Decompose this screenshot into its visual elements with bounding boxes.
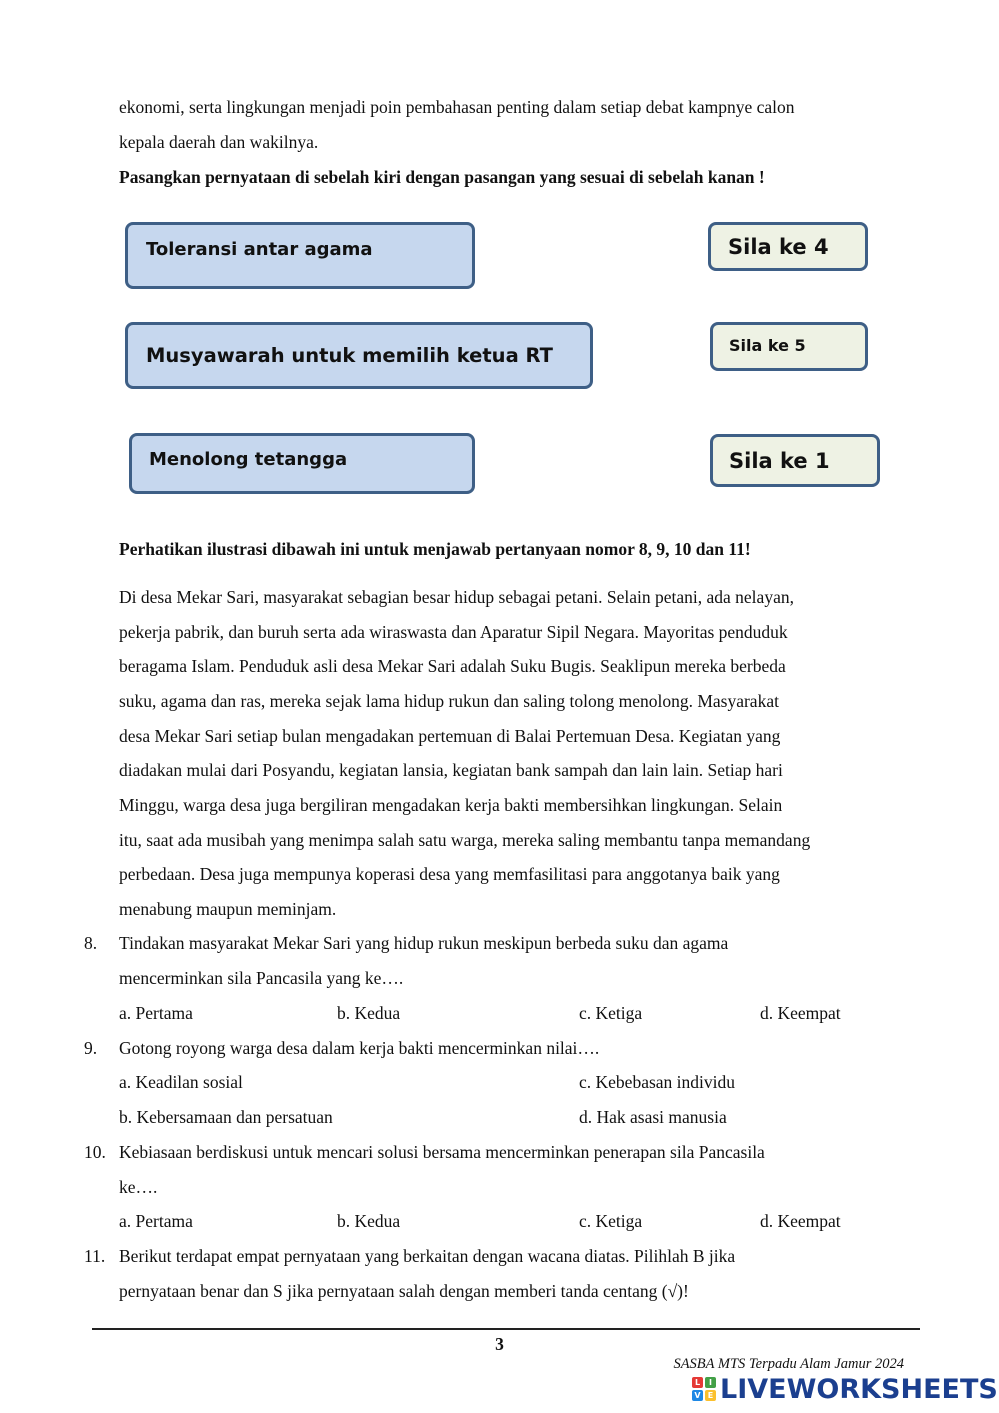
intro-line-2: kepala daerah dan wakilnya. — [119, 132, 319, 152]
liveworksheets-wordmark: LIVEWORKSHEETS — [720, 1373, 998, 1405]
logo-letter: I — [705, 1377, 716, 1388]
passage-line: itu, saat ada musibah yang menimpa salah satu warga, mereka saling membantu tanpa memandang — [119, 830, 811, 850]
passage-line: pekerja pabrik, dan buruh serta ada wiraswasta dan Aparatur Sipil Negara. Mayoritas penduduk — [119, 622, 788, 642]
question-10-text: Kebiasaan berdiskusi untuk mencari solusi bersama mencerminkan penerapan sila Pancasila — [119, 1142, 765, 1162]
match-right-2[interactable] — [710, 322, 868, 371]
passage-line: Minggu, warga desa juga bergiliran mengadakan kerja bakti membersihkan lingkungan. Selain — [119, 795, 783, 815]
match-left-2-label: Musyawarah untuk memilih ketua RT — [146, 344, 553, 367]
match-right-2-label: Sila ke 5 — [729, 336, 806, 355]
match-right-3[interactable] — [710, 434, 880, 487]
question-8-text: Tindakan masyarakat Mekar Sari yang hidup rukun meskipun berbeda suku dan agama — [119, 933, 729, 953]
q8-option-a[interactable]: a. Pertama — [119, 1003, 193, 1023]
passage-line: beragama Islam. Penduduk asli desa Mekar Sari adalah Suku Bugis. Seaklipun mereka berbeda — [119, 656, 786, 676]
question-11-text-2: pernyataan benar dan S jika pernyataan salah dengan memberi tanda centang (√)! — [119, 1281, 689, 1301]
match-right-1[interactable] — [708, 222, 868, 271]
q8-option-b[interactable]: b. Kedua — [337, 1003, 401, 1023]
logo-letter: L — [692, 1377, 703, 1388]
match-left-1[interactable] — [125, 222, 475, 289]
match-right-1-label: Sila ke 4 — [728, 234, 829, 259]
q10-option-c[interactable]: c. Ketiga — [579, 1211, 643, 1231]
question-9-text: Gotong royong warga desa dalam kerja bakti mencerminkan nilai…. — [119, 1038, 600, 1058]
liveworksheets-logo-icon — [692, 1377, 716, 1401]
match-right-3-label: Sila ke 1 — [729, 448, 830, 473]
q10-option-d[interactable]: d. Keempat — [760, 1211, 841, 1231]
q10-option-b[interactable]: b. Kedua — [337, 1211, 401, 1231]
q9-option-d[interactable]: d. Hak asasi manusia — [579, 1107, 727, 1127]
passage-line: suku, agama dan ras, mereka sejak lama hidup rukun dan saling tolong menolong. Masyarakat — [119, 691, 779, 711]
q9-option-b[interactable]: b. Kebersamaan dan persatuan — [119, 1107, 333, 1127]
match-left-2[interactable] — [125, 322, 593, 389]
passage-line: desa Mekar Sari setiap bulan mengadakan pertemuan di Balai Pertemuan Desa. Kegiatan yang — [119, 726, 781, 746]
passage-line: perbedaan. Desa juga mempunya koperasi desa yang memfasilitasi para anggotanya baik yang — [119, 864, 780, 884]
passage-line: menabung maupun meminjam. — [119, 899, 337, 919]
q8-option-c[interactable]: c. Ketiga — [579, 1003, 643, 1023]
q10-option-a[interactable]: a. Pertama — [119, 1211, 193, 1231]
passage-line: diadakan mulai dari Posyandu, kegiatan lansia, kegiatan bank sampah dan lain lain. Setiap hari — [119, 760, 783, 780]
question-9-number: 9. — [84, 1038, 98, 1058]
school-footer: SASBA MTS Terpadu Alam Jamur 2024 — [673, 1356, 904, 1372]
q8-option-d[interactable]: d. Keempat — [760, 1003, 841, 1023]
question-11-number: 11. — [84, 1246, 106, 1266]
question-11-text: Berikut terdapat empat pernyataan yang berkaitan dengan wacana diatas. Pilihlah B jika — [119, 1246, 736, 1266]
page-number: 3 — [495, 1334, 504, 1354]
question-10-text-2: ke…. — [119, 1177, 158, 1197]
liveworksheets-brand[interactable] — [692, 1374, 998, 1404]
question-10-number: 10. — [84, 1142, 106, 1162]
intro-line-1: ekonomi, serta lingkungan menjadi poin pembahasan penting dalam setiap debat kampnye calon — [119, 97, 795, 117]
q9-option-c[interactable]: c. Kebebasan individu — [579, 1072, 735, 1092]
question-8-text-2: mencerminkan sila Pancasila yang ke…. — [119, 968, 404, 988]
match-left-3[interactable] — [129, 433, 475, 494]
passage-line: Di desa Mekar Sari, masyarakat sebagian besar hidup sebagai petani. Selain petani, ada nelayan, — [119, 587, 794, 607]
footer-divider — [92, 1328, 920, 1330]
match-left-1-label: Toleransi antar agama — [146, 239, 373, 260]
logo-letter: V — [692, 1390, 703, 1401]
passage-heading: Perhatikan ilustrasi dibawah ini untuk menjawab pertanyaan nomor 8, 9, 10 dan 11! — [119, 539, 751, 559]
match-left-3-label: Menolong tetangga — [149, 449, 348, 470]
q9-option-a[interactable]: a. Keadilan sosial — [119, 1072, 243, 1092]
logo-letter: E — [705, 1390, 716, 1401]
question-8-number: 8. — [84, 933, 98, 953]
matching-instruction: Pasangkan pernyataan di sebelah kiri dengan pasangan yang sesuai di sebelah kanan ! — [119, 167, 765, 187]
